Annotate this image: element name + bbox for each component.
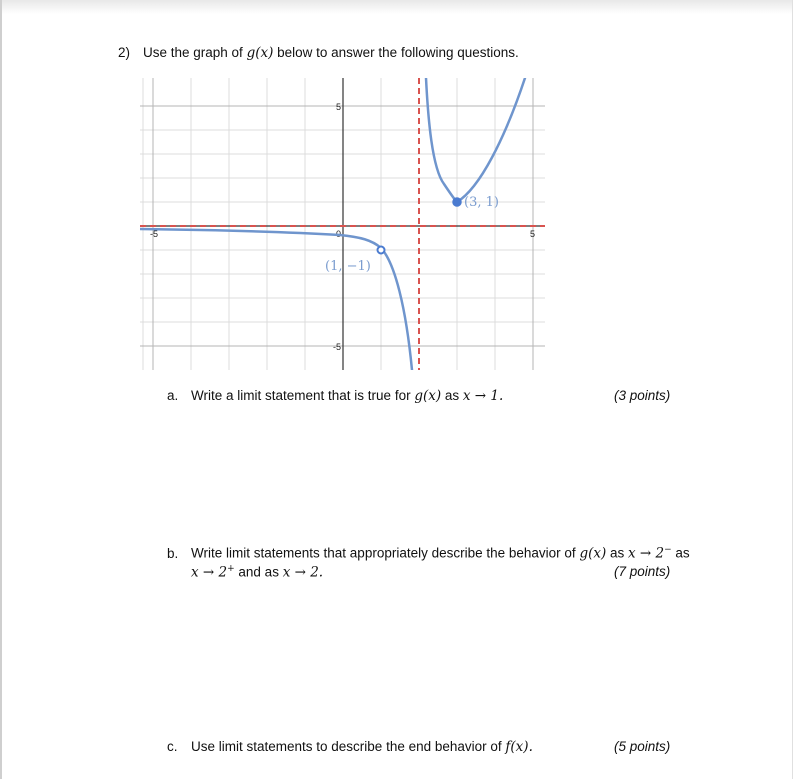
part-c-label: c. <box>167 739 178 754</box>
question-heading <box>118 45 519 61</box>
part-a-prompt <box>167 388 503 404</box>
page-top-shadow <box>0 0 793 14</box>
tick-label-origin: 0 <box>336 229 342 239</box>
question-text-before: Use the graph of <box>143 45 247 60</box>
right-branch-curve <box>426 78 525 202</box>
tick-label-y-pos: 5 <box>336 102 342 112</box>
left-branch-curve <box>140 229 381 248</box>
closed-point-3-1 <box>453 198 461 206</box>
part-b-text-4: and as <box>234 564 283 580</box>
tick-label-x-pos: 5 <box>530 229 536 239</box>
point-labels <box>325 195 499 274</box>
part-a-text-2: as <box>441 388 463 403</box>
part-b-text-1: Write limit statements that appropriately describe the behavior of <box>191 545 580 561</box>
question-text-after: below to answer the following questions. <box>273 45 519 60</box>
part-b-prompt-line1 <box>167 545 690 562</box>
part-b-limit-two: x → 2. <box>282 564 324 581</box>
part-b-limit-right: x → 2 <box>191 564 228 581</box>
page-left-border <box>0 0 2 779</box>
part-b-function: g(x) <box>579 545 607 562</box>
part-a-function: g(x) <box>414 388 442 404</box>
part-c-points: (5 points) <box>614 739 671 754</box>
part-b-sup-plus: + <box>227 564 235 574</box>
part-c-function: f(x). <box>505 739 533 755</box>
part-a-label: a. <box>167 388 179 403</box>
part-b-points: (7 points) <box>614 564 671 579</box>
open-point-label: (1, −1) <box>325 259 371 274</box>
tick-label-y-neg: -5 <box>333 342 342 352</box>
part-a-limit: x → 1. <box>462 388 504 404</box>
part-a-points: (3 points) <box>614 388 671 403</box>
closed-point-label: (3, 1) <box>464 195 499 210</box>
part-b-label: b. <box>167 545 179 561</box>
part-b-text-3: as <box>671 545 690 561</box>
part-a-text-1: Write a limit statement that is true for <box>191 388 415 403</box>
function-graph <box>140 78 550 370</box>
part-b-limit-left: x → 2 <box>628 545 665 562</box>
part-b-text-2: as <box>606 545 628 561</box>
part-c-text-1: Use limit statements to describe the end behavior of <box>191 739 506 754</box>
part-b-prompt-line2 <box>191 564 323 581</box>
tick-label-x-neg: -5 <box>150 229 159 239</box>
part-c-prompt <box>167 739 533 755</box>
part-b-sup-minus: − <box>664 545 672 555</box>
question-function: g(x) <box>246 45 274 61</box>
middle-branch-curve <box>381 248 412 370</box>
function-curves <box>140 78 525 370</box>
axes <box>140 78 545 370</box>
question-number: 2) <box>118 45 131 60</box>
open-point-1-neg1 <box>378 247 385 254</box>
